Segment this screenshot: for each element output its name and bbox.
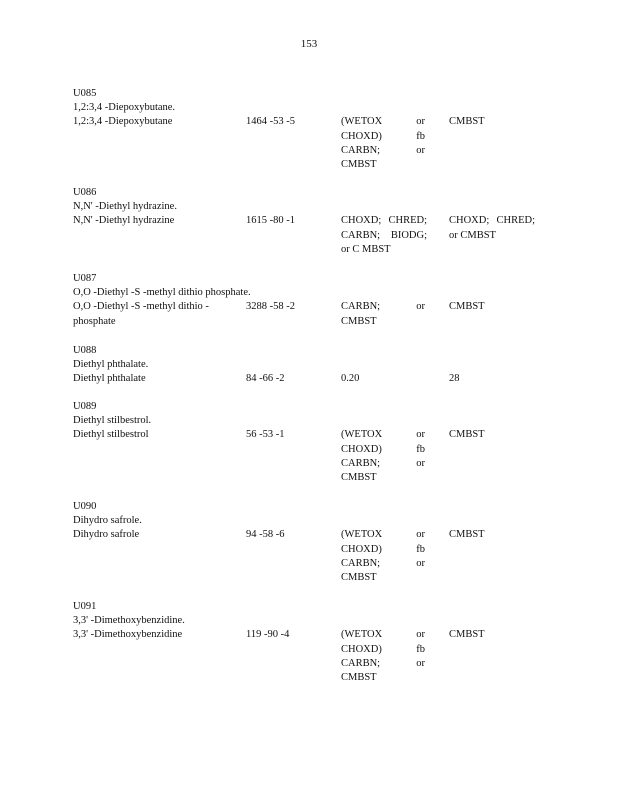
standard-line: CMBST — [449, 629, 485, 641]
constituent-name: 3,3' -Dimethoxybenzidine — [73, 629, 183, 641]
standard-token: or — [416, 557, 425, 569]
standard-token: or — [416, 629, 425, 641]
standard-line — [341, 229, 427, 243]
cas-number: 119 -90 -4 — [246, 629, 290, 641]
standard-line — [341, 557, 425, 571]
standard-line: CMBST — [449, 529, 485, 541]
standard-line: 0.20 — [341, 373, 360, 385]
standard-line — [341, 543, 425, 557]
waste-code: U089 — [73, 401, 97, 412]
standard-token: (WETOX — [341, 529, 383, 541]
standard-token: or — [416, 457, 425, 469]
standard-line: 28 — [449, 373, 460, 385]
standard-line: CMBST — [341, 672, 377, 684]
wastewater-standard — [341, 372, 437, 386]
standard-line — [341, 214, 427, 228]
constituent-name: N,N' -Diethyl hydrazine — [73, 215, 175, 227]
standard-token: or — [416, 529, 425, 541]
standard-line — [341, 144, 425, 158]
standard-token: CHOXD) — [341, 543, 382, 555]
nonwastewater-standard — [449, 428, 549, 442]
wastewater-standard — [341, 528, 437, 585]
standard-token: or — [416, 144, 425, 156]
standard-line: CMBST — [341, 159, 377, 171]
standard-token: fb — [416, 443, 425, 455]
constituent-name: Dihydro safrole — [73, 529, 140, 541]
standard-line: CMBST — [449, 429, 485, 441]
waste-code: U086 — [73, 187, 97, 198]
waste-code: U087 — [73, 273, 97, 284]
standard-line: or C MBST — [341, 243, 391, 255]
standard-line — [341, 300, 425, 314]
standard-line — [341, 643, 425, 657]
cas-number: 84 -66 -2 — [246, 373, 285, 385]
standard-token: fb — [416, 130, 425, 142]
nonwastewater-standard — [449, 115, 549, 129]
standard-token: CARBN; — [341, 144, 381, 156]
standard-line: CMBST — [341, 315, 377, 327]
waste-title: O,O -Diethyl -S -methyl dithio phosphate. — [73, 287, 251, 299]
standard-token: CARBN; — [341, 557, 381, 569]
standard-line: CMBST — [449, 301, 485, 313]
standard-token: (WETOX — [341, 116, 383, 128]
standard-line — [341, 115, 425, 129]
cas-number: 56 -53 -1 — [246, 429, 285, 441]
standard-token: fb — [416, 543, 425, 555]
standard-token: fb — [416, 643, 425, 655]
waste-code: U085 — [73, 88, 97, 99]
standard-line: or CMBST — [449, 229, 496, 241]
cas-number: 1615 -80 -1 — [246, 215, 295, 227]
constituent-name: O,O -Diethyl -S -methyl dithio - phosphate — [73, 301, 209, 327]
cas-number: 94 -58 -6 — [246, 529, 285, 541]
waste-title: Diethyl stilbestrol. — [73, 415, 152, 427]
standard-token: CHRED; — [388, 215, 427, 227]
standard-line — [341, 457, 425, 471]
standard-token: CARBN; — [341, 301, 381, 313]
standard-token: CHOXD; — [341, 215, 382, 227]
standard-line — [341, 628, 425, 642]
entry-row — [73, 214, 553, 271]
standard-line — [341, 443, 425, 457]
waste-title: Dihydro safrole. — [73, 515, 142, 527]
standard-line: CMBST — [341, 472, 377, 484]
standard-token: BIODG; — [390, 229, 427, 241]
standard-token: CHOXD) — [341, 130, 382, 142]
standard-token: (WETOX — [341, 629, 383, 641]
standard-token: CARBN; — [341, 457, 381, 469]
constituent-name: 1,2:3,4 -Diepoxybutane — [73, 116, 173, 128]
standard-token: or — [416, 657, 425, 669]
entry-row — [73, 528, 553, 585]
nonwastewater-standard — [449, 214, 549, 242]
waste-title: N,N' -Diethyl hydrazine. — [73, 201, 177, 213]
waste-title: Diethyl phthalate. — [73, 359, 149, 371]
nonwastewater-standard — [449, 528, 549, 542]
standard-token: or — [416, 301, 425, 313]
nonwastewater-standard — [449, 300, 549, 314]
waste-code: U091 — [73, 601, 97, 612]
standard-token: CARBN; — [341, 229, 381, 241]
entry-u089 — [73, 400, 553, 485]
standard-line: CMBST — [341, 572, 377, 584]
entry-u090 — [73, 500, 553, 585]
standard-token: CARBN; — [341, 657, 381, 669]
constituent-name: Diethyl phthalate — [73, 373, 146, 385]
waste-code: U090 — [73, 501, 97, 512]
entry-row — [73, 428, 553, 485]
standard-line — [449, 214, 535, 228]
standard-line — [341, 528, 425, 542]
wastewater-standard — [341, 214, 437, 257]
constituent-name: Diethyl stilbestrol — [73, 429, 149, 441]
standard-token: (WETOX — [341, 429, 383, 441]
nonwastewater-standard — [449, 372, 549, 386]
waste-title: 1,2:3,4 -Diepoxybutane. — [73, 102, 176, 114]
waste-title: 3,3' -Dimethoxybenzidine. — [73, 615, 185, 627]
standard-line — [341, 130, 425, 144]
standard-line: CMBST — [449, 116, 485, 128]
wastewater-standard — [341, 300, 437, 328]
standard-line — [341, 657, 425, 671]
entry-u086 — [73, 186, 553, 271]
standard-token: or — [416, 429, 425, 441]
wastewater-standard — [341, 628, 437, 685]
standard-token: CHOXD) — [341, 443, 382, 455]
standard-token: CHOXD) — [341, 643, 382, 655]
entry-u085 — [73, 87, 553, 172]
cas-number: 1464 -53 -5 — [246, 116, 295, 128]
wastewater-standard — [341, 115, 437, 172]
standard-line — [341, 428, 425, 442]
nonwastewater-standard — [449, 628, 549, 642]
cas-number: 3288 -58 -2 — [246, 301, 295, 313]
standard-token: CHRED; — [496, 215, 535, 227]
wastewater-standard — [341, 428, 437, 485]
page-number: 153 — [300, 38, 318, 50]
entry-row — [73, 628, 553, 685]
waste-code: U088 — [73, 345, 97, 356]
standard-token: or — [416, 116, 425, 128]
standard-token: CHOXD; — [449, 215, 490, 227]
entry-row — [73, 115, 553, 172]
entry-u091 — [73, 600, 553, 685]
